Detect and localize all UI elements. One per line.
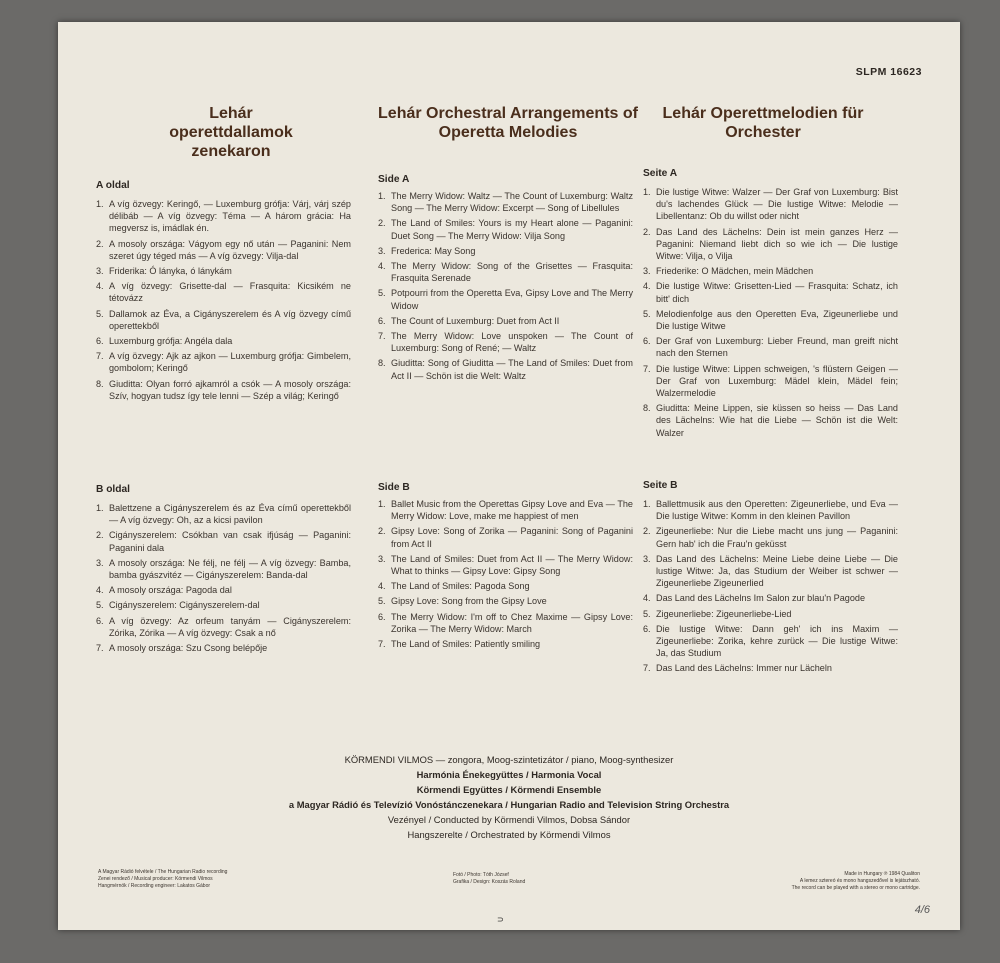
track-number: 7.	[378, 331, 386, 342]
track-title: Luxemburg grófja: Angéla dala	[109, 336, 233, 347]
track-title: The Land of Smiles: Pagoda Song	[391, 581, 530, 592]
footer-left	[98, 869, 227, 890]
track-title: Das Land des Lächelns: Dein ist mein ganzes Herz — Paganini: Niemand liebt dich so wie ich — Die lustige Witwe: Vilja, o Vilja	[656, 226, 898, 262]
track-number: 6.	[378, 611, 386, 622]
track-number: 6.	[96, 615, 104, 626]
title-german: Lehár Operettmelodien für Orchester	[662, 105, 864, 141]
track-item	[378, 190, 633, 214]
track-number: 3.	[96, 266, 104, 277]
track-item	[643, 265, 898, 277]
track-number: 6.	[643, 623, 651, 634]
credit-line: a Magyar Rádió és Televízió Vonóstánczenekara / Hungarian Radio and Television String Orchestra	[288, 799, 730, 810]
track-item	[643, 363, 898, 400]
track-item	[643, 592, 898, 604]
footer-text: A lemez sztereó és mono hangszedővel is lejátszható.	[799, 878, 920, 884]
track-title: Cigányszerelem: Csókban van csak ifjúság — Paganini: Paganini dala	[109, 530, 351, 553]
track-item	[378, 553, 633, 577]
track-item	[643, 402, 898, 439]
track-item	[96, 557, 351, 581]
track-number: 2.	[96, 238, 104, 249]
track-number: 4.	[643, 593, 651, 604]
track-title: The Merry Widow: Waltz — The Count of Luxemburg: Waltz Song — The Merry Widow: Excerpt — Song of Libellules	[391, 191, 633, 214]
record-sleeve-back	[58, 22, 960, 930]
track-number: 6.	[643, 336, 651, 347]
track-number: 3.	[643, 266, 651, 277]
track-title: A mosoly országa: Ne félj, ne félj — A víg özvegy: Bamba, bamba gyászvitéz — Cigányszerelem: Banda-dal	[109, 557, 351, 581]
track-title: Potpourri from the Operetta Eva, Gipsy Love and The Merry Widow	[391, 288, 633, 311]
track-number: 7.	[96, 643, 104, 654]
track-title: Gipsy Love: Song of Zorika — Paganini: Song of Paganini from Act II	[391, 526, 633, 549]
section-a-oldal: A oldal	[96, 180, 130, 191]
track-number: 8.	[643, 403, 651, 414]
track-item	[378, 357, 633, 381]
section-side-a: Side A	[378, 174, 410, 185]
track-title: The Land of Smiles: Yours is my Heart alone — Paganini: Duet Song — The Merry Widow: Vilja Song	[391, 218, 633, 241]
track-title: A víg özvegy: Grisette-dal — Frasquita: Kicsikém ne tétovázz	[109, 281, 351, 304]
track-number: 4.	[378, 261, 386, 272]
track-number: 4.	[96, 585, 104, 596]
track-number: 1.	[378, 191, 386, 201]
track-item	[96, 529, 351, 553]
track-item	[96, 599, 351, 611]
track-number: 6.	[378, 315, 386, 326]
track-item	[96, 378, 351, 402]
track-item	[643, 280, 898, 304]
track-title: Gipsy Love: Song from the Gipsy Love	[391, 596, 547, 607]
track-title: Zigeunerliebe: Nur die Liebe macht uns jung — Paganini: Gern hab' ich die Frau'n geküsst	[656, 526, 898, 549]
track-item	[378, 330, 633, 354]
track-item	[96, 308, 351, 332]
track-number: 2.	[378, 526, 386, 537]
track-title: Dallamok az Éva, a Cigányszerelem és A víg özvegy című operettekből	[109, 308, 351, 331]
track-item	[96, 238, 351, 262]
footer-text: Hangmérnök / Recording engineer: Lakatos Gábor	[98, 883, 211, 889]
track-item	[378, 287, 633, 311]
track-number: 1.	[643, 187, 651, 197]
track-item	[643, 226, 898, 263]
credits	[58, 752, 960, 842]
track-title: The Merry Widow: Song of the Grisettes — Frasquita: Frasquita Serenade	[391, 261, 633, 284]
track-item	[378, 611, 633, 635]
track-item	[378, 638, 633, 650]
track-number: 7.	[378, 639, 386, 650]
track-item	[378, 260, 633, 284]
track-number: 5.	[643, 308, 651, 319]
track-number: 1.	[96, 503, 104, 513]
track-item	[378, 315, 633, 327]
track-item	[96, 350, 351, 374]
track-item	[96, 265, 351, 277]
track-number: 3.	[96, 557, 104, 568]
track-title: The Count of Luxemburg: Duet from Act II	[391, 315, 560, 326]
track-title: A mosoly országa: Szu Csong belépője	[109, 643, 268, 654]
track-number: 5.	[378, 288, 386, 299]
track-number: 7.	[96, 351, 104, 362]
section-seite-b: Seite B	[643, 480, 678, 491]
track-number: 1.	[643, 499, 651, 509]
tracklist-de-b	[643, 498, 898, 678]
track-title: The Land of Smiles: Patiently smiling	[391, 639, 541, 650]
track-item	[96, 280, 351, 304]
track-title: Giuditta: Song of Giuditta — The Land of Smiles: Duet from Act II — Schön ist die Welt: Waltz	[391, 358, 633, 381]
track-item	[378, 217, 633, 241]
handwritten-mark: 4/6	[914, 904, 930, 916]
track-number: 2.	[643, 526, 651, 537]
track-item	[378, 580, 633, 592]
tracklist-de-a	[643, 186, 898, 442]
track-number: 3.	[643, 553, 651, 564]
track-number: 1.	[378, 499, 386, 509]
credit-line: Hangszerelte / Orchestrated by Körmendi Vilmos	[407, 829, 611, 840]
track-number: 7.	[643, 363, 651, 374]
track-item	[643, 186, 898, 223]
track-item	[96, 584, 351, 596]
track-number: 5.	[96, 308, 104, 319]
track-title: Melodienfolge aus den Operetten Eva, Zigeunerliebe und Die lustige Witwe	[656, 308, 898, 332]
track-item	[643, 623, 898, 660]
tracklist-hu-a	[96, 198, 351, 405]
catalog-number: SLPM 16623	[855, 66, 922, 78]
tracklist-hu-b	[96, 502, 351, 657]
section-b-oldal: B oldal	[96, 484, 130, 495]
track-item	[643, 553, 898, 590]
track-item	[96, 335, 351, 347]
track-title: Friderika: Ó lányka, ó lánykám	[109, 266, 232, 277]
track-title: Ballet Music from the Operettas Gipsy Love and Eva — The Merry Widow: Love, make me happiest of men	[391, 499, 633, 522]
track-title: Balettzene a Cigányszerelem és az Éva című operettekből — A víg özvegy: Oh, az a kicsi pavilon	[109, 503, 351, 526]
footer-text: A Magyar Rádió felvétele / The Hungarian Radio recording	[98, 869, 228, 875]
track-number: 4.	[96, 281, 104, 292]
track-title: Die lustige Witwe: Grisetten-Lied — Frasquita: Schatz, ich bitt' dich	[656, 281, 898, 304]
title-hungarian: Lehár operettdallamok zenekaron	[169, 105, 293, 160]
track-title: Das Land des Lächelns Im Salon zur blau'n Pagode	[656, 593, 866, 604]
section-seite-a: Seite A	[643, 168, 678, 179]
track-title: A víg özvegy: Keringő, — Luxemburg grófja: Várj, várj szép délibáb — A víg özvegy: Téma — A három grácia: Ha megversz is, imádlak én.	[109, 199, 351, 234]
track-title: Cigányszerelem: Cigányszerelem-dal	[109, 600, 260, 611]
track-title: Friederike: O Mädchen, mein Mädchen	[656, 266, 814, 277]
track-item	[96, 642, 351, 654]
track-item	[96, 198, 351, 235]
track-number: 4.	[643, 281, 651, 292]
track-item	[378, 245, 633, 257]
credit-line: Körmendi Együttes / Körmendi Ensemble	[416, 784, 602, 795]
footer-center	[453, 872, 525, 886]
track-number: 5.	[96, 600, 104, 611]
track-title: Das Land des Lächelns: Meine Liebe deine Liebe — Die lustige Witwe: Ja, das Studium der Weiber ist schwer — Zigeunerliebe Zigeunerlied	[656, 553, 898, 589]
track-number: 1.	[96, 199, 104, 209]
track-title: The Land of Smiles: Duet from Act II — The Merry Widow: What to thinks — Gipsy Love: Gipsy Song	[391, 553, 633, 577]
footer-text: Grafika / Design: Koszás Roland	[453, 879, 526, 885]
track-title: A víg özvegy: Az orfeum tanyám — Cigányszerelem: Zórika, Zórika — A víg özvegy: Csak a nő	[109, 615, 351, 638]
track-title: Der Graf von Luxemburg: Lieber Freund, man greift nicht nach den Sternen	[656, 336, 898, 359]
track-title: A mosoly országa: Pagoda dal	[109, 585, 232, 596]
footer-text: Made in Hungary ℗ 1984 Qualiton	[844, 871, 920, 877]
track-title: The Merry Widow: I'm off to Chez Maxime — Gipsy Love: Zorika — The Merry Widow: March	[391, 611, 633, 634]
track-number: 2.	[96, 530, 104, 541]
tracklist-en-b	[378, 498, 633, 653]
track-number: 6.	[96, 336, 104, 347]
track-number: 3.	[378, 553, 386, 564]
track-item	[643, 608, 898, 620]
track-item	[643, 335, 898, 359]
track-title: Das Land des Lächelns: Immer nur Lächeln	[656, 663, 832, 674]
title-english: Lehár Orchestral Arrangements of Operetta Melodies	[378, 105, 638, 141]
track-title: Zigeunerliebe: Zigeunerliebe-Lied	[656, 608, 792, 619]
label-logo-icon: ⊃	[497, 915, 504, 924]
track-title: Giuditta: Olyan forró ajkamról a csók — A mosoly országa: Szív, hogyan tudsz így tele lenni — Szép a világ; Keringő	[109, 378, 351, 401]
track-title: Giuditta: Meine Lippen, sie küssen so heiss — Das Land des Lächelns: Wie hat die Liebe — Schön ist die Welt: Walzer	[656, 403, 898, 438]
credit-line: KÖRMENDI VILMOS — zongora, Moog-szintetizátor / piano, Moog-synthesizer	[344, 754, 674, 765]
track-item	[96, 615, 351, 639]
track-number: 5.	[378, 596, 386, 607]
credit-line: Vezényel / Conducted by Körmendi Vilmos, Dobsa Sándor	[387, 814, 631, 825]
track-item	[378, 498, 633, 522]
footer-text: Zenei rendező / Musical producer: Körmendi Vilmos	[98, 876, 213, 882]
track-number: 7.	[643, 663, 651, 674]
track-title: Die lustige Witwe: Lippen schweigen, 's flüstern Geigen — Der Graf von Luxemburg: Mädel klein, Mädel fein; Walzermelodie	[656, 363, 898, 399]
track-item	[378, 525, 633, 549]
footer-text: The record can be played with a stereo or mono cartridge.	[791, 885, 920, 891]
track-number: 3.	[378, 245, 386, 256]
track-item	[643, 308, 898, 332]
credit-line: Harmónia Énekegyüttes / Harmonia Vocal	[416, 769, 602, 780]
track-title: Die lustige Witwe: Dann geh' ich ins Maxim — Zigeunerliebe: Zorika, kehre zurück — Die lustige Witwe: Ja, das Studium	[656, 623, 898, 659]
track-title: Ballettmusik aus den Operetten: Zigeunerliebe, und Eva — Die lustige Witwe: Komm in den kleinen Pavillon	[656, 499, 898, 522]
footer-right	[792, 871, 920, 892]
track-title: The Merry Widow: Love unspoken — The Count of Luxemburg: Song of René; — Waltz	[391, 331, 633, 354]
track-number: 5.	[643, 608, 651, 619]
track-item	[96, 502, 351, 526]
track-item	[378, 595, 633, 607]
track-number: 2.	[643, 226, 651, 237]
track-number: 2.	[378, 218, 386, 229]
tracklist-en-a	[378, 190, 633, 385]
track-item	[643, 525, 898, 549]
track-title: A mosoly országa: Vágyom egy nő után — Paganini: Nem szeret úgy téged más — A víg özvegy: Vilja-dal	[109, 238, 351, 261]
track-number: 8.	[96, 378, 104, 389]
track-title: A víg özvegy: Ajk az ajkon — Luxemburg grófja: Gimbelem, gombolom; Keringő	[109, 351, 351, 374]
track-title: Die lustige Witwe: Walzer — Der Graf von Luxemburg: Bist du's lachendes Glück — Die lustige Witwe: Melodie — Libellentanz: Ob du willst oder nicht	[656, 187, 898, 222]
track-number: 8.	[378, 358, 386, 369]
section-side-b: Side B	[378, 482, 410, 493]
track-item	[643, 498, 898, 522]
track-number: 4.	[378, 581, 386, 592]
track-title: Frederica: May Song	[391, 245, 476, 256]
track-item	[643, 662, 898, 674]
footer-text: Fotó / Photo: Tóth József	[453, 872, 509, 878]
